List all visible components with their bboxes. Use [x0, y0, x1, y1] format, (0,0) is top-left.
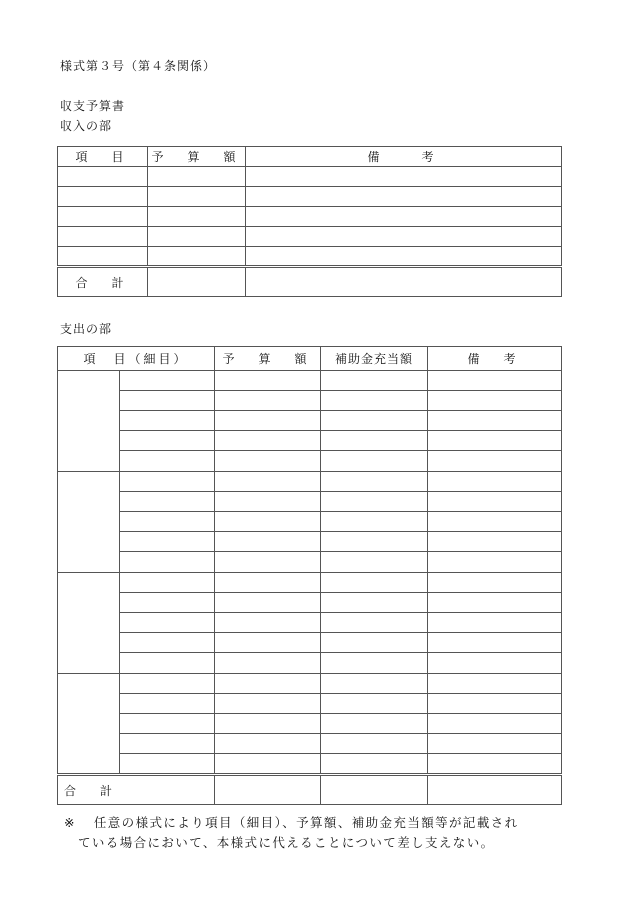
expense-subitem-row	[58, 633, 562, 653]
income-section-label: 収入の部	[60, 119, 113, 133]
expense-cell-budget[interactable]	[215, 431, 321, 451]
expense-group-item[interactable]	[58, 472, 120, 573]
expense-cell-remarks[interactable]	[428, 653, 562, 674]
expense-group-row	[58, 371, 562, 391]
expense-subitem[interactable]	[120, 633, 215, 653]
income-cell-budget[interactable]	[148, 187, 246, 207]
expense-subitem[interactable]	[120, 593, 215, 613]
expense-subitem-row	[58, 613, 562, 633]
expense-subitem-row	[58, 411, 562, 431]
expense-subitem[interactable]	[120, 734, 215, 754]
expense-subitem-row	[58, 391, 562, 411]
expense-cell-remarks[interactable]	[428, 734, 562, 754]
income-cell-budget[interactable]	[148, 247, 246, 267]
income-cell-budget[interactable]	[148, 227, 246, 247]
form-number: 様式第３号（第４条関係）	[60, 59, 217, 73]
expense-subitem-row	[58, 754, 562, 775]
expense-group-row	[58, 472, 562, 492]
expense-group-blank	[120, 371, 215, 391]
expense-cell-budget[interactable]	[215, 532, 321, 552]
expense-subitem[interactable]	[120, 754, 215, 775]
expense-cell-budget[interactable]	[215, 451, 321, 472]
expense-cell-subsidy[interactable]	[321, 573, 428, 593]
income-cell-budget[interactable]	[148, 207, 246, 227]
expense-cell-remarks[interactable]	[428, 714, 562, 734]
expense-subitem-row	[58, 451, 562, 472]
income-total-label: 合 計	[58, 267, 148, 297]
income-table	[57, 146, 562, 297]
expense-cell-remarks[interactable]	[428, 472, 562, 492]
expense-total-row	[58, 775, 562, 805]
expense-cell-subsidy[interactable]	[321, 391, 428, 411]
expense-cell-budget[interactable]	[215, 371, 321, 391]
expense-cell-subsidy[interactable]	[321, 633, 428, 653]
income-cell-budget[interactable]	[148, 167, 246, 187]
income-cell-remarks[interactable]	[246, 167, 562, 187]
expense-cell-remarks[interactable]	[428, 451, 562, 472]
note-line-1	[64, 813, 519, 831]
income-cell-remarks[interactable]	[246, 207, 562, 227]
expense-group-item[interactable]	[58, 573, 120, 674]
note-mark: ※	[64, 815, 76, 830]
expense-cell-budget[interactable]	[215, 754, 321, 775]
expense-group-item[interactable]	[58, 371, 120, 472]
income-row	[58, 247, 562, 267]
expense-subitem-row	[58, 593, 562, 613]
income-cell-remarks[interactable]	[246, 247, 562, 267]
expense-cell-remarks[interactable]	[428, 532, 562, 552]
income-cell-item[interactable]	[58, 247, 148, 267]
income-cell-remarks[interactable]	[246, 227, 562, 247]
expense-cell-subsidy[interactable]	[321, 694, 428, 714]
expense-section-label: 支出の部	[60, 322, 113, 336]
income-cell-item[interactable]	[58, 187, 148, 207]
expense-cell-subsidy[interactable]	[321, 532, 428, 552]
income-cell-item[interactable]	[58, 167, 148, 187]
note-line-2: ている場合において、本様式に代えることについて差し支えない。	[78, 835, 495, 850]
expense-cell-remarks[interactable]	[428, 512, 562, 532]
expense-subitem[interactable]	[120, 512, 215, 532]
expense-cell-budget[interactable]	[215, 593, 321, 613]
expense-total-label: 合 計	[58, 775, 215, 805]
expense-cell-subsidy[interactable]	[321, 714, 428, 734]
expense-cell-budget[interactable]	[215, 472, 321, 492]
expense-cell-remarks[interactable]	[428, 552, 562, 573]
expense-total-subsidy[interactable]	[321, 775, 428, 805]
expense-subitem-row	[58, 653, 562, 674]
expense-subitem[interactable]	[120, 613, 215, 633]
expense-cell-remarks[interactable]	[428, 391, 562, 411]
expense-cell-budget[interactable]	[215, 492, 321, 512]
income-row	[58, 207, 562, 227]
expense-subitem-row	[58, 734, 562, 754]
expense-cell-budget[interactable]	[215, 734, 321, 754]
expense-subitem[interactable]	[120, 694, 215, 714]
expense-cell-subsidy[interactable]	[321, 552, 428, 573]
expense-cell-remarks[interactable]	[428, 613, 562, 633]
expense-cell-budget[interactable]	[215, 552, 321, 573]
expense-cell-budget[interactable]	[215, 694, 321, 714]
expense-subitem[interactable]	[120, 552, 215, 573]
expense-subitem-row	[58, 694, 562, 714]
expense-subitem[interactable]	[120, 431, 215, 451]
expense-cell-remarks[interactable]	[428, 431, 562, 451]
expense-cell-subsidy[interactable]	[321, 431, 428, 451]
income-header-remarks: 備 考	[246, 147, 562, 167]
expense-cell-subsidy[interactable]	[321, 653, 428, 674]
expense-header-subsidy: 補助金充当額	[321, 347, 428, 371]
expense-group-blank	[120, 573, 215, 593]
expense-subitem-row	[58, 512, 562, 532]
expense-cell-remarks[interactable]	[428, 694, 562, 714]
expense-table	[57, 346, 562, 805]
expense-subitem[interactable]	[120, 391, 215, 411]
income-total-remarks[interactable]	[246, 267, 562, 297]
expense-cell-budget[interactable]	[215, 573, 321, 593]
expense-cell-remarks[interactable]	[428, 492, 562, 512]
expense-cell-subsidy[interactable]	[321, 754, 428, 775]
expense-cell-subsidy[interactable]	[321, 451, 428, 472]
income-row	[58, 187, 562, 207]
expense-subitem-row	[58, 431, 562, 451]
expense-group-blank	[120, 472, 215, 492]
income-cell-item[interactable]	[58, 227, 148, 247]
expense-cell-budget[interactable]	[215, 714, 321, 734]
expense-cell-subsidy[interactable]	[321, 371, 428, 391]
expense-cell-subsidy[interactable]	[321, 593, 428, 613]
expense-cell-budget[interactable]	[215, 512, 321, 532]
expense-total-budget[interactable]	[215, 775, 321, 805]
note-text-1: 任意の様式により項目（細目）、予算額、補助金充当額等が記載され	[93, 815, 519, 830]
expense-cell-budget[interactable]	[215, 411, 321, 431]
expense-cell-remarks[interactable]	[428, 754, 562, 775]
expense-cell-remarks[interactable]	[428, 371, 562, 391]
expense-cell-subsidy[interactable]	[321, 492, 428, 512]
expense-group-item[interactable]	[58, 674, 120, 775]
expense-total-remarks[interactable]	[428, 775, 562, 805]
expense-subitem-row	[58, 492, 562, 512]
expense-cell-budget[interactable]	[215, 613, 321, 633]
expense-subitem[interactable]	[120, 451, 215, 472]
expense-cell-subsidy[interactable]	[321, 674, 428, 694]
expense-cell-budget[interactable]	[215, 391, 321, 411]
document-title: 収支予算書	[60, 99, 126, 113]
expense-cell-subsidy[interactable]	[321, 734, 428, 754]
expense-subitem[interactable]	[120, 653, 215, 674]
income-row	[58, 167, 562, 187]
expense-group-row	[58, 573, 562, 593]
income-cell-item[interactable]	[58, 207, 148, 227]
expense-cell-remarks[interactable]	[428, 573, 562, 593]
expense-header-item: 項 目（細目）	[58, 347, 215, 371]
expense-cell-subsidy[interactable]	[321, 411, 428, 431]
expense-cell-subsidy[interactable]	[321, 512, 428, 532]
expense-cell-remarks[interactable]	[428, 674, 562, 694]
expense-cell-budget[interactable]	[215, 674, 321, 694]
expense-cell-subsidy[interactable]	[321, 613, 428, 633]
income-cell-remarks[interactable]	[246, 187, 562, 207]
expense-subitem-row	[58, 552, 562, 573]
income-total-row	[58, 267, 562, 297]
expense-subitem[interactable]	[120, 492, 215, 512]
expense-subitem[interactable]	[120, 714, 215, 734]
expense-subitem-row	[58, 714, 562, 734]
expense-cell-budget[interactable]	[215, 633, 321, 653]
expense-cell-subsidy[interactable]	[321, 472, 428, 492]
expense-group-blank	[120, 674, 215, 694]
expense-header-remarks: 備 考	[428, 347, 562, 371]
expense-cell-remarks[interactable]	[428, 593, 562, 613]
income-header-item: 項 目	[58, 147, 148, 167]
expense-group-row	[58, 674, 562, 694]
income-total-budget[interactable]	[148, 267, 246, 297]
expense-subitem[interactable]	[120, 532, 215, 552]
expense-header-budget: 予 算 額	[215, 347, 321, 371]
expense-cell-remarks[interactable]	[428, 411, 562, 431]
expense-cell-budget[interactable]	[215, 653, 321, 674]
expense-cell-remarks[interactable]	[428, 633, 562, 653]
income-header-budget: 予 算 額	[148, 147, 246, 167]
expense-subitem-row	[58, 532, 562, 552]
expense-subitem[interactable]	[120, 411, 215, 431]
income-row	[58, 227, 562, 247]
